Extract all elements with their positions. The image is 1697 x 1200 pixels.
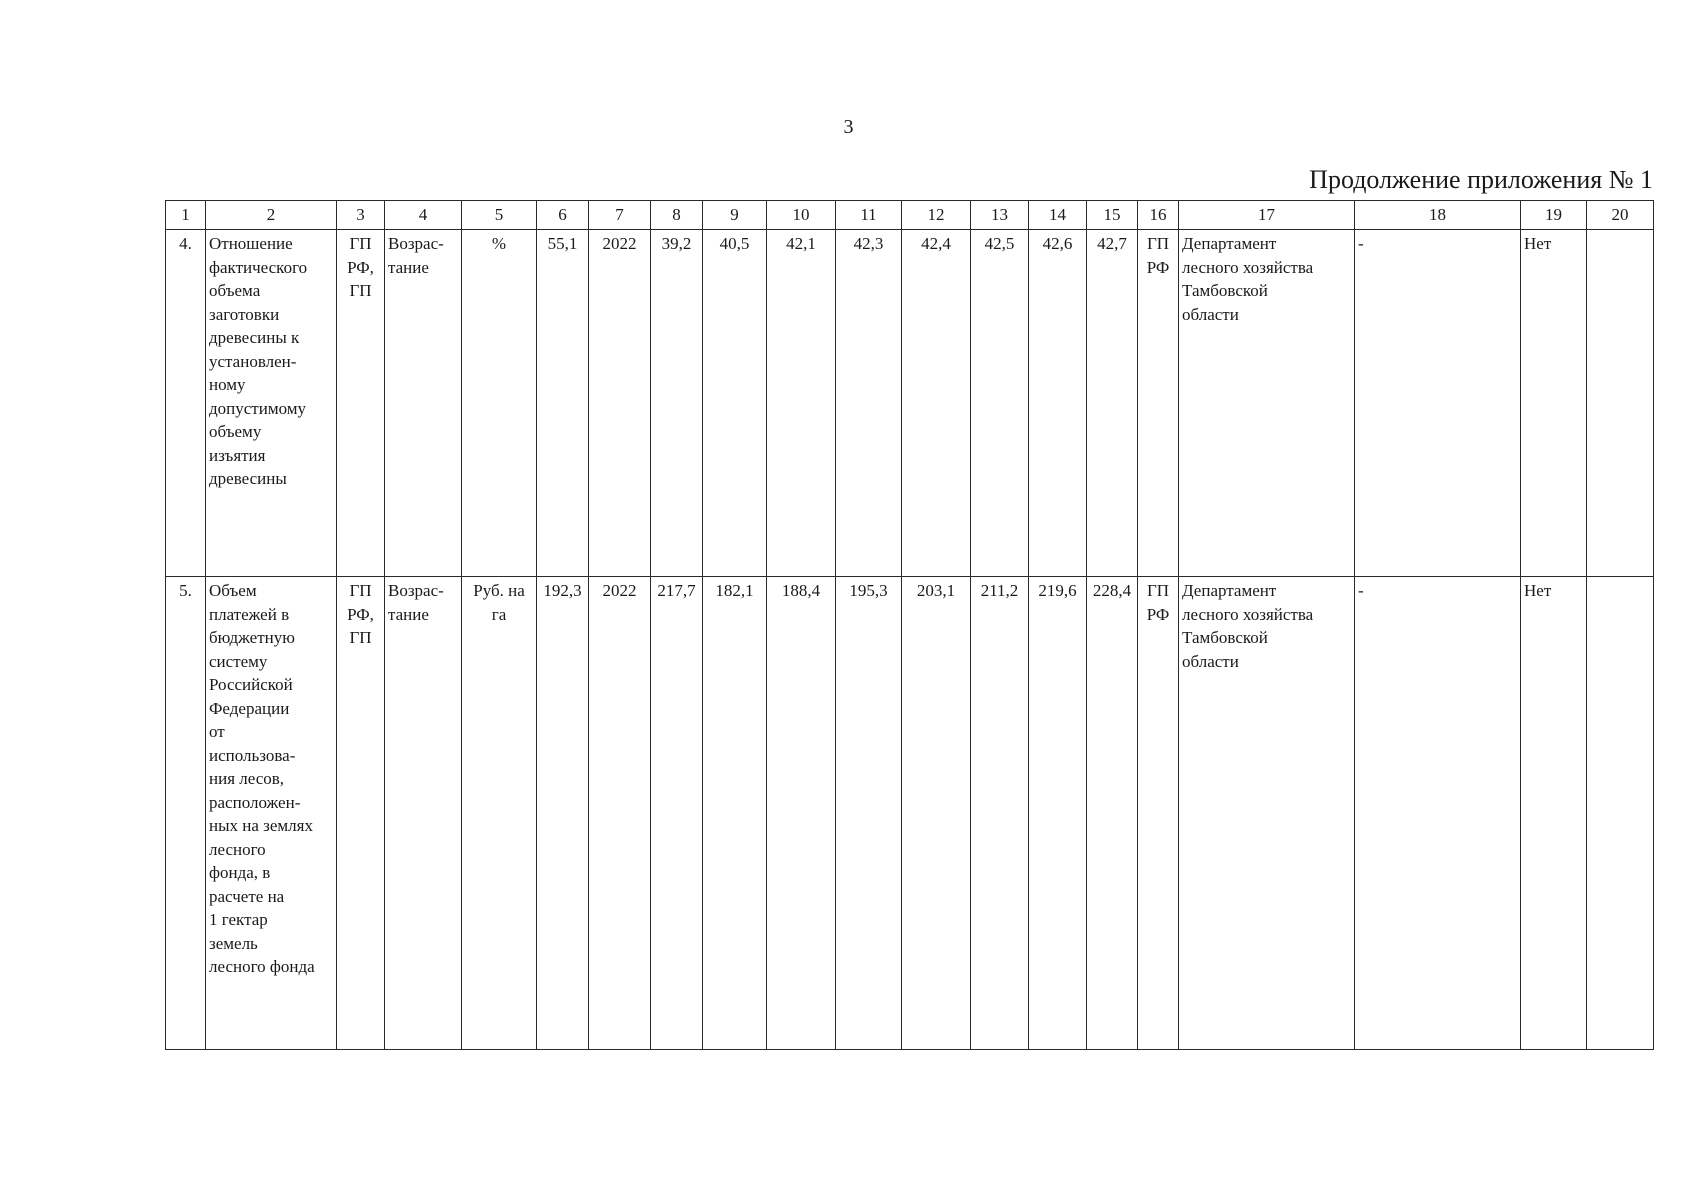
info-system: - <box>1355 230 1521 577</box>
value-col-9: 40,5 <box>703 230 767 577</box>
value-col-8: 217,7 <box>651 577 703 1050</box>
value-col-14: 219,6 <box>1029 577 1087 1050</box>
column-header: 11 <box>836 201 902 230</box>
column-header: 5 <box>462 201 537 230</box>
value-col-11: 42,3 <box>836 230 902 577</box>
column-header: 14 <box>1029 201 1087 230</box>
column-header: 16 <box>1138 201 1179 230</box>
base-value: 192,3 <box>537 577 589 1050</box>
table-row <box>166 230 1654 577</box>
value-col-15: 42,7 <box>1087 230 1138 577</box>
base-value: 55,1 <box>537 230 589 577</box>
indicator-name: Отношение фактического объема заготовки древесины к установлен- ному допустимому объему изъятия древесины <box>206 230 337 577</box>
column-header: 7 <box>589 201 651 230</box>
unit: Руб. на га <box>462 577 537 1050</box>
unit: % <box>462 230 537 577</box>
responsible-body: Департамент лесного хозяйства Тамбовской области <box>1179 577 1355 1050</box>
column-20-cell <box>1587 230 1654 577</box>
base-year: 2022 <box>589 577 651 1050</box>
value-col-12: 203,1 <box>902 577 971 1050</box>
value-col-10: 42,1 <box>767 230 836 577</box>
column-header: 17 <box>1179 201 1355 230</box>
value-col-15: 228,4 <box>1087 577 1138 1050</box>
column-header: 6 <box>537 201 589 230</box>
column-header: 2 <box>206 201 337 230</box>
trend: Возрас- тание <box>385 230 462 577</box>
value-col-12: 42,4 <box>902 230 971 577</box>
value-col-8: 39,2 <box>651 230 703 577</box>
source-document: ГП РФ <box>1138 577 1179 1050</box>
trend: Возрас- тание <box>385 577 462 1050</box>
appendix-title: Продолжение приложения № 1 <box>1309 165 1653 194</box>
program-code: ГП РФ, ГП <box>337 577 385 1050</box>
column-20-cell <box>1587 577 1654 1050</box>
column-header: 20 <box>1587 201 1654 230</box>
value-col-14: 42,6 <box>1029 230 1087 577</box>
indicator-name: Объем платежей в бюджетную систему Российской Федерации от использова- ния лесов, расположен- ных на землях лесного фонда, в расчете на 1 гектар земель лесного фонда <box>206 577 337 1050</box>
value-col-10: 188,4 <box>767 577 836 1050</box>
column-header: 4 <box>385 201 462 230</box>
flag: Нет <box>1521 230 1587 577</box>
indicators-table <box>165 200 1654 1050</box>
base-year: 2022 <box>589 230 651 577</box>
column-header: 3 <box>337 201 385 230</box>
row-number: 4. <box>166 230 206 577</box>
info-system: - <box>1355 577 1521 1050</box>
value-col-11: 195,3 <box>836 577 902 1050</box>
row-number: 5. <box>166 577 206 1050</box>
program-code: ГП РФ, ГП <box>337 230 385 577</box>
column-header: 15 <box>1087 201 1138 230</box>
value-col-13: 211,2 <box>971 577 1029 1050</box>
source-document: ГП РФ <box>1138 230 1179 577</box>
flag: Нет <box>1521 577 1587 1050</box>
responsible-body: Департамент лесного хозяйства Тамбовской области <box>1179 230 1355 577</box>
column-header: 19 <box>1521 201 1587 230</box>
page-number: 3 <box>843 116 854 138</box>
value-col-9: 182,1 <box>703 577 767 1050</box>
column-header: 9 <box>703 201 767 230</box>
column-header: 1 <box>166 201 206 230</box>
column-header: 18 <box>1355 201 1521 230</box>
column-header: 13 <box>971 201 1029 230</box>
table-header-row <box>166 201 1654 230</box>
table-row <box>166 577 1654 1050</box>
column-header: 10 <box>767 201 836 230</box>
column-header: 8 <box>651 201 703 230</box>
value-col-13: 42,5 <box>971 230 1029 577</box>
column-header: 12 <box>902 201 971 230</box>
